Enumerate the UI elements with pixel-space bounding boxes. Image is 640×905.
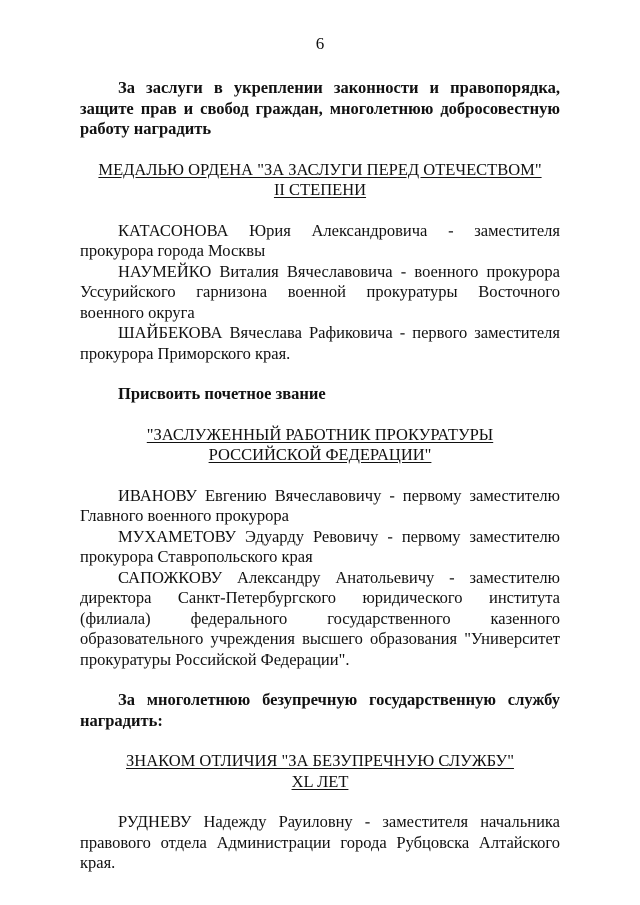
section-3-award-line-2: XL ЛЕТ	[291, 771, 349, 791]
document-body	[80, 78, 560, 874]
section-2-award-line-1: "ЗАСЛУЖЕННЫЙ РАБОТНИК ПРОКУРАТУРЫ	[146, 424, 494, 444]
section-1-person-3: ШАЙБЕКОВА Вячеслава Рафиковича - первого заместителя прокурора Приморского края.	[80, 323, 560, 363]
section-1-award-line-2: II СТЕПЕНИ	[273, 180, 367, 199]
section-2-person-1: ИВАНОВУ Евгению Вячеславовичу - первому заместителю Главного военного прокурора	[80, 485, 560, 525]
section-2-person-2: МУХАМЕТОВУ Эдуарду Ревовичу - первому заместителю прокурора Ставропольского края	[80, 526, 560, 566]
section-1-person-1: КАТАСОНОВА Юрия Александровича - заместителя прокурора города Москвы	[80, 220, 560, 260]
section-1-award-line-1: МЕДАЛЬЮ ОРДЕНА "ЗА ЗАСЛУГИ ПЕРЕД ОТЕЧЕСТВОМ"	[98, 159, 542, 179]
section-1-person-2: НАУМЕЙКО Виталия Вячеславовича - военного прокурора Уссурийского гарнизона военной прокуратуры Восточного военного округа	[80, 261, 560, 322]
section-3-lead: За многолетнюю безупречную государственную службу наградить:	[80, 690, 560, 730]
section-3-award-line-1: ЗНАКОМ ОТЛИЧИЯ "ЗА БЕЗУПРЕЧНУЮ СЛУЖБУ"	[126, 751, 514, 770]
page-number: 6	[315, 34, 325, 53]
section-2-person-3: САПОЖКОВУ Александру Анатольевичу - заместителю директора Санкт-Петербургского юридического института (филиала) федерального государственного казенного образовательного учреждения высшего образования "Университет прокуратуры Российской Федерации".	[80, 567, 560, 669]
section-2-lead: Присвоить почетное звание	[118, 384, 326, 403]
section-3-person-1: РУДНЕВУ Надежду Рауиловну - заместителя начальника правового отдела Администрации города Рубцовска Алтайского края.	[80, 812, 560, 872]
section-2-award-line-2: РОССИЙСКОЙ ФЕДЕРАЦИИ"	[208, 445, 432, 464]
section-1-lead: За заслуги в укреплении законности и правопорядка, защите прав и свобод граждан, многолетнюю добросовестную работу наградить	[80, 78, 560, 138]
